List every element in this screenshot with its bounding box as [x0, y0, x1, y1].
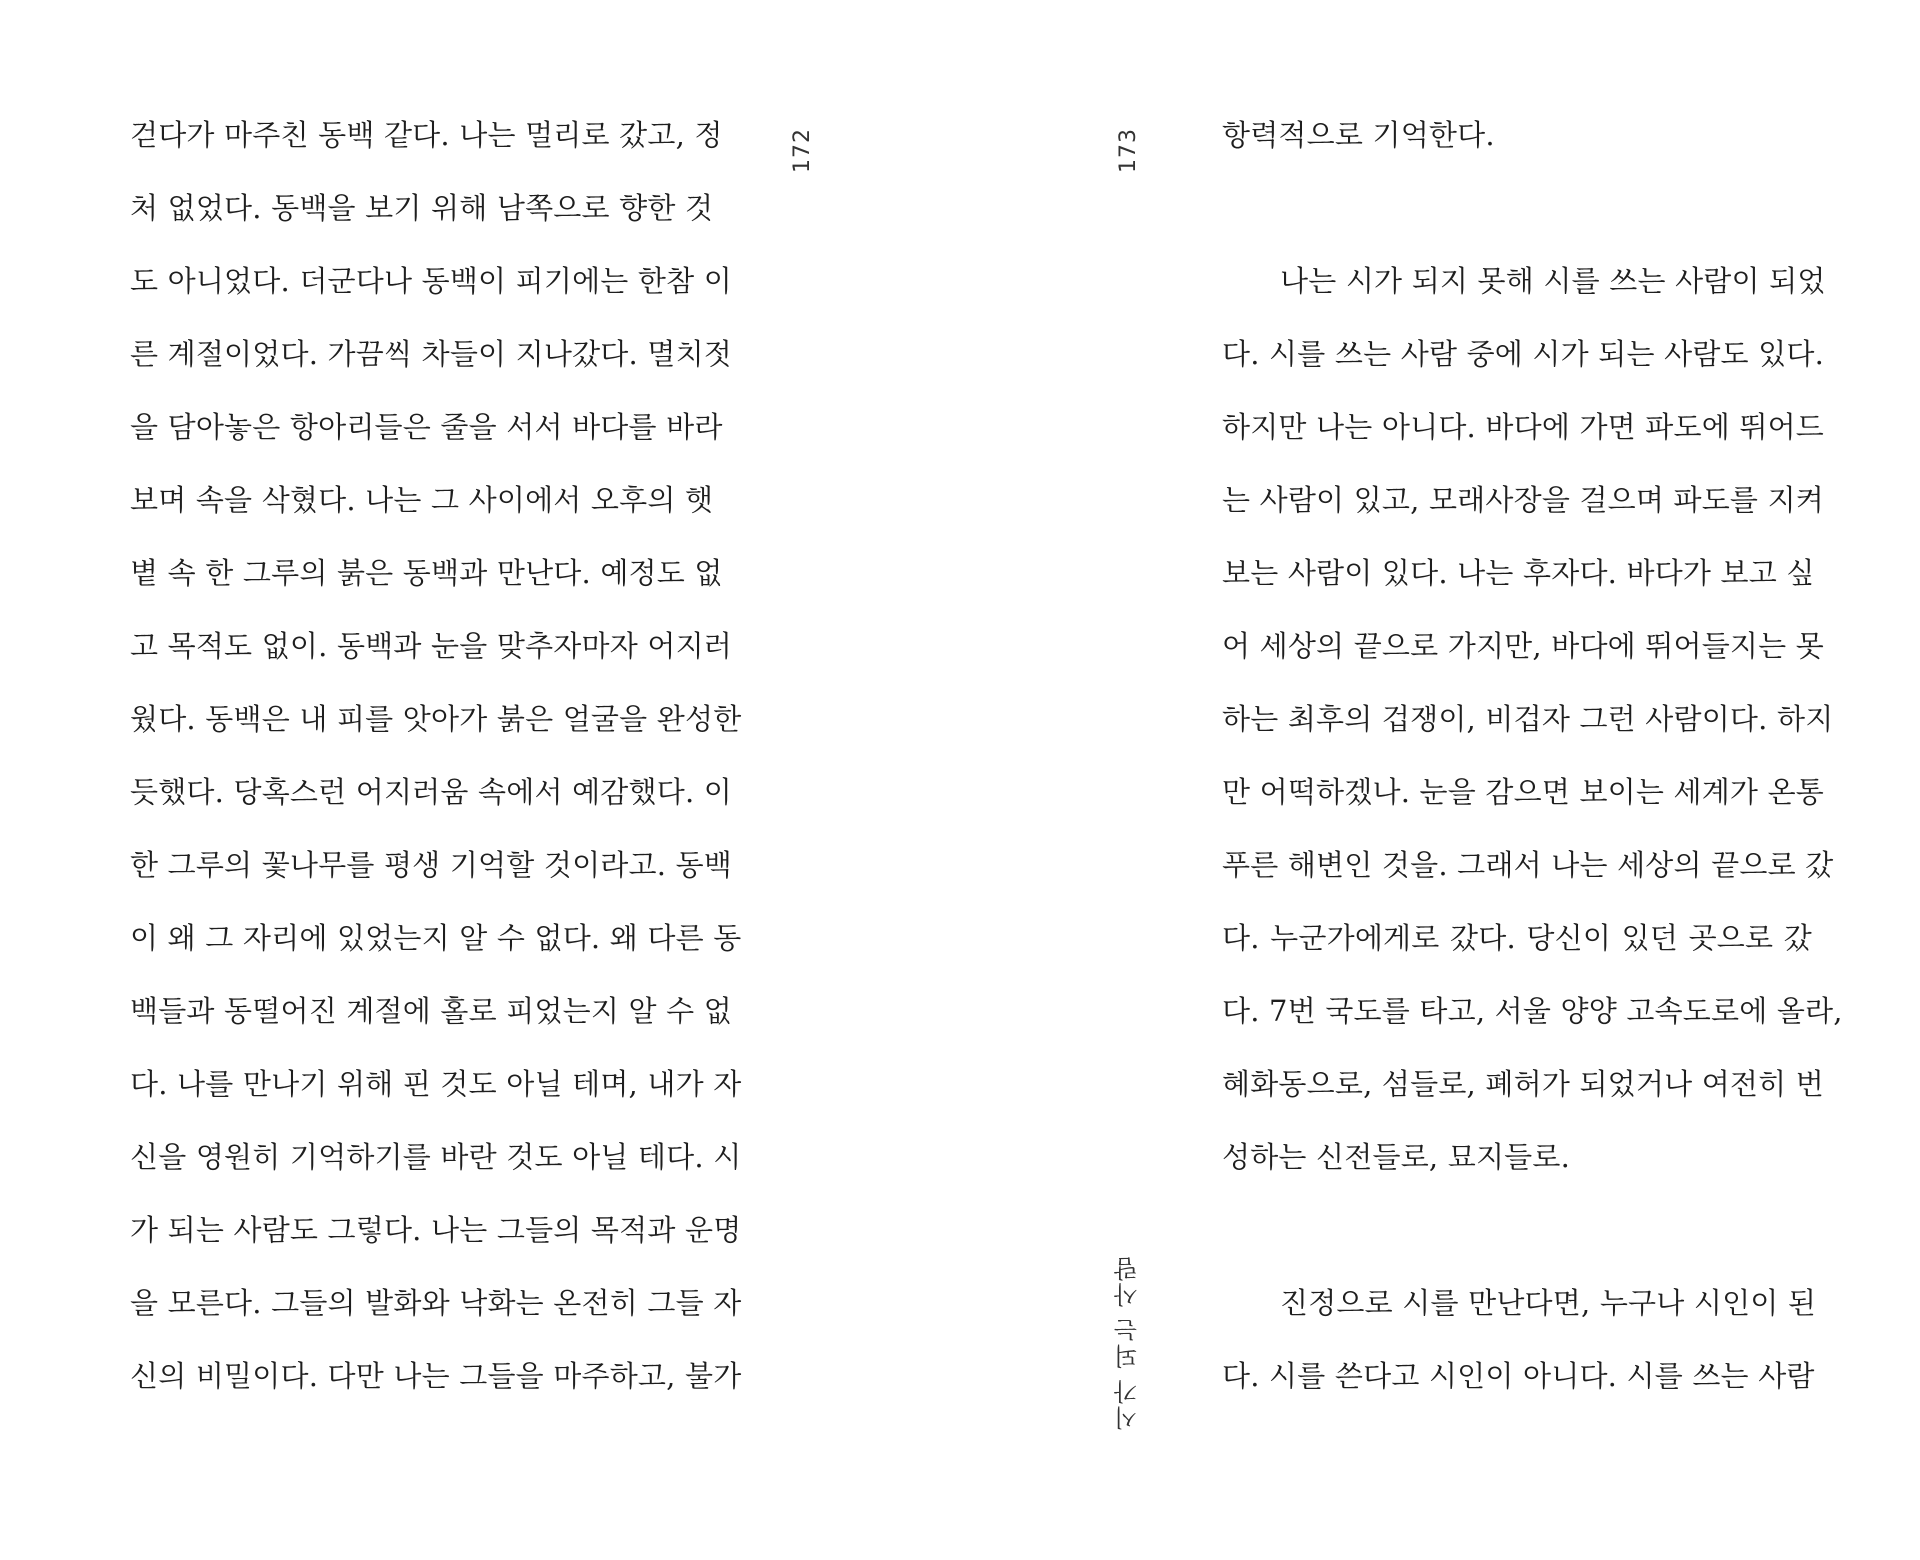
- text-line: 만 어떡하겠나. 눈을 감으면 보이는 세계가 온통: [1222, 775, 1824, 809]
- right-page-body: [1222, 113, 1843, 1427]
- text-line: 처 없었다. 동백을 보기 위해 남쪽으로 향한 것: [130, 191, 714, 225]
- text-line: 을 담아놓은 항아리들은 줄을 서서 바다를 바라: [130, 410, 723, 444]
- text-line: 고 목적도 없이. 동백과 눈을 맞추자마자 어지러: [130, 629, 732, 663]
- text-line: 볕 속 한 그루의 붉은 동백과 만난다. 예정도 없: [130, 556, 723, 590]
- text-line: 이 왜 그 자리에 있었는지 알 수 없다. 왜 다른 동: [130, 921, 742, 955]
- text-line: 다. 시를 쓴다고 시인이 아니다. 시를 쓰는 사람: [1222, 1359, 1815, 1393]
- left-page-number: 172: [790, 128, 815, 173]
- text-line: 도 아니었다. 더군다나 동백이 피기에는 한참 이: [130, 264, 732, 298]
- blank-line: [1222, 1208, 1812, 1281]
- blank-line: [1222, 186, 1812, 259]
- text-line: 하지만 나는 아니다. 바다에 가면 파도에 뛰어드: [1222, 410, 1824, 444]
- text-line: 어 세상의 끝으로 가지만, 바다에 뛰어들지는 못: [1222, 629, 1824, 663]
- text-line: 른 계절이었다. 가끔씩 차들이 지나갔다. 멸치젓: [130, 337, 732, 371]
- text-line: 한 그루의 꽃나무를 평생 기억할 것이라고. 동백: [130, 848, 732, 882]
- text-line: 성하는 신전들로, 묘지들로.: [1222, 1140, 1571, 1174]
- text-line: 하는 최후의 겁쟁이, 비겁자 그런 사람이다. 하지: [1222, 702, 1834, 736]
- paragraph-start-line: 나는 시가 되지 못해 시를 쓰는 사람이 되었: [1280, 264, 1826, 298]
- text-line: 혜화동으로, 섬들로, 폐허가 되었거나 여전히 번: [1222, 1067, 1824, 1101]
- text-line: 다. 나를 만나기 위해 핀 것도 아닐 테며, 내가 자: [130, 1067, 742, 1101]
- text-line: 다. 7번 국도를 타고, 서울 양양 고속도로에 올라,: [1222, 994, 1843, 1028]
- text-line: 걷다가 마주친 동백 같다. 나는 멀리로 갔고, 정: [130, 118, 723, 152]
- text-line: 을 모른다. 그들의 발화와 낙화는 온전히 그들 자: [130, 1286, 742, 1320]
- right-page-number: 173: [1116, 128, 1141, 173]
- text-line: 백들과 동떨어진 계절에 홀로 피었는지 알 수 없: [130, 994, 732, 1028]
- text-line: 다. 누군가에게로 갔다. 당신이 있던 곳으로 갔: [1222, 921, 1812, 955]
- text-line: 보는 사람이 있다. 나는 후자다. 바다가 보고 싶: [1222, 556, 1815, 590]
- text-line: 항력적으로 기억한다.: [1222, 118, 1495, 152]
- text-line: 가 되는 사람도 그렇다. 나는 그들의 목적과 운명: [130, 1213, 742, 1247]
- text-line: 웠다. 동백은 내 피를 앗아가 붉은 얼굴을 완성한: [130, 702, 742, 736]
- text-line: 다. 시를 쓰는 사람 중에 시가 되는 사람도 있다.: [1222, 337, 1825, 371]
- text-line: 듯했다. 당혹스런 어지러움 속에서 예감했다. 이: [130, 775, 732, 809]
- paragraph-start-line: 진정으로 시를 만난다면, 누구나 시인이 된: [1280, 1286, 1817, 1320]
- text-line: 신의 비밀이다. 다만 나는 그들을 마주하고, 불가: [130, 1359, 742, 1393]
- text-line: 보며 속을 삭혔다. 나는 그 사이에서 오후의 햇: [130, 483, 714, 517]
- text-line: 푸른 해변인 것을. 그래서 나는 세상의 끝으로 갔: [1222, 848, 1834, 882]
- text-line: 는 사람이 있고, 모래사장을 걸으며 파도를 지켜: [1222, 483, 1824, 517]
- text-line: 신을 영원히 기억하기를 바란 것도 아닐 테다. 시: [130, 1140, 742, 1174]
- running-title: 시가 되는 사람: [1114, 1255, 1142, 1431]
- left-page-body: [130, 113, 742, 1427]
